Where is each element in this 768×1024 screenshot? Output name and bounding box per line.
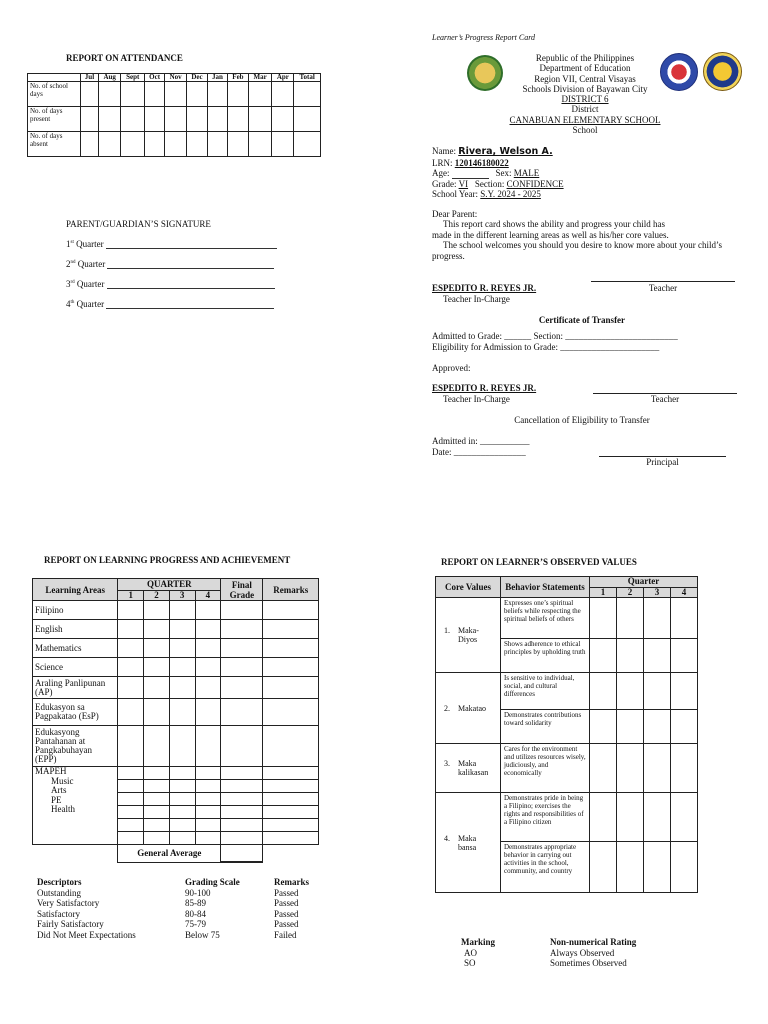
signature-line[interactable] [107, 268, 274, 269]
values-rating-cell[interactable] [644, 639, 671, 673]
values-rating-cell[interactable] [617, 793, 644, 842]
grade-cell[interactable] [144, 832, 170, 845]
school-header: Republic of the Philippines Department of Education Region VII, Central Visayas Schools Division of Bayawan City DISTRICT 6 District CANABUAN ELEMENTARY SCHOOL School [490, 53, 680, 135]
marking-legend: Marking Non-numerical Rating AO Always Observed SO Sometimes Observed [461, 937, 637, 969]
grade-cell[interactable] [263, 793, 319, 806]
grade-cell[interactable] [144, 726, 170, 767]
attendance-cell[interactable] [207, 132, 227, 157]
month-header: Apr [272, 74, 294, 82]
grade-cell[interactable] [263, 601, 319, 620]
grade-cell[interactable] [144, 767, 170, 780]
grading-remark: Passed [274, 898, 299, 909]
progress-title: REPORT ON LEARNING PROGRESS AND ACHIEVEMENT [44, 555, 291, 565]
grade-cell[interactable] [169, 832, 195, 845]
month-header: Sept [121, 74, 145, 82]
grading-row [37, 898, 309, 909]
attendance-corner-cell [28, 74, 81, 82]
grading-row [37, 909, 309, 920]
cancellation-title: Cancellation of Eligibility to Transfer [514, 415, 650, 425]
grade-cell[interactable] [221, 677, 263, 699]
grade-cell[interactable] [195, 806, 221, 819]
learning-area-name: English [33, 620, 118, 639]
attendance-cell[interactable] [272, 82, 294, 107]
behavior-statement: Demonstrates pride in being a Filipino; exercises the rights and responsibilities of a Filipino citizen [501, 793, 590, 842]
approved-label: Approved: [432, 363, 471, 373]
grade-cell[interactable] [118, 677, 144, 699]
grade-cell[interactable] [221, 767, 263, 780]
school-seal-icon [703, 52, 742, 91]
month-header: Jan [207, 74, 227, 82]
spacer-cell [33, 845, 118, 863]
progress-table [32, 578, 319, 863]
general-average-label: General Average [118, 845, 221, 863]
attendance-cell[interactable] [165, 82, 187, 107]
marking-row [461, 948, 636, 959]
grading-scale: 90-100 [185, 887, 211, 898]
grade-cell[interactable] [195, 767, 221, 780]
head-teacher-name: ESPEDITO R. REYES JR. [432, 283, 537, 293]
teacher-signature-line[interactable] [591, 281, 735, 282]
attendance-cell[interactable] [248, 107, 272, 132]
values-rating-cell[interactable] [671, 744, 698, 793]
descriptor: Satisfactory [37, 908, 80, 919]
descriptor: Fairly Satisfactory [37, 919, 104, 930]
values-rating-cell[interactable] [671, 639, 698, 673]
behavior-statements-header: Behavior Statements [501, 577, 590, 598]
mapeh-component: PE [51, 794, 62, 805]
signature-q1[interactable]: 1st Quarter [66, 239, 277, 249]
values-rating-cell[interactable] [644, 842, 671, 893]
quarter-header: QUARTER [118, 579, 221, 591]
grade-cell[interactable] [195, 658, 221, 677]
grading-remark: Passed [274, 919, 299, 930]
attendance-cell[interactable] [145, 82, 165, 107]
attendance-cell[interactable] [187, 132, 208, 157]
behavior-statement: Cares for the environment and utilizes resources wisely, judiciously, and economically [501, 744, 590, 793]
grading-scale: Below 75 [185, 929, 220, 940]
grade-cell[interactable] [118, 699, 144, 726]
learner-info: Name: Rivera, Welson A. LRN: 120146180022 Age: Sex: MALE Grade: VI Section: CONFIDENCE School Year: S.Y. 2024 - 2025 [432, 146, 564, 199]
mapeh-component: Health [51, 804, 75, 814]
values-quarter-header: Quarter [590, 577, 698, 588]
month-header: Feb [228, 74, 249, 82]
grade-cell[interactable] [195, 819, 221, 832]
attendance-table [27, 73, 321, 157]
parent-letter: Dear Parent: This report card shows the ability and progress your child has made in the different learning areas as well as his/her core values. The school welcomes you should you desire to know more about your child’s progress. [432, 209, 722, 261]
values-rating-cell[interactable] [671, 793, 698, 842]
final-grade-header: Final Grade [221, 579, 263, 601]
values-rating-cell[interactable] [590, 710, 617, 744]
attendance-cell[interactable] [98, 107, 120, 132]
grading-scale: 80-84 [185, 908, 206, 919]
attendance-cell[interactable] [165, 107, 187, 132]
grade-cell[interactable] [144, 819, 170, 832]
grade-cell[interactable] [118, 639, 144, 658]
grade-cell[interactable] [195, 699, 221, 726]
attendance-row [28, 82, 321, 107]
attendance-cell[interactable] [165, 132, 187, 157]
grade-cell[interactable] [144, 658, 170, 677]
grade-cell[interactable] [144, 639, 170, 658]
grade-cell[interactable] [221, 699, 263, 726]
attendance-cell[interactable] [228, 107, 249, 132]
signature-q2[interactable]: 2nd Quarter [66, 259, 274, 269]
grading-remark: Failed [274, 929, 297, 940]
descriptor: Very Satisfactory [37, 898, 100, 909]
learner-section: CONFIDENCE [506, 178, 564, 189]
values-row [436, 673, 698, 710]
grade-cell[interactable] [118, 793, 144, 806]
attendance-cell[interactable] [121, 132, 145, 157]
grade-cell[interactable] [263, 819, 319, 832]
values-quarter-number: 1 [590, 587, 617, 598]
attendance-row-label: No. of days present [28, 107, 81, 132]
school-name: CANABUAN ELEMENTARY SCHOOL [509, 114, 661, 125]
attendance-cell[interactable] [228, 132, 249, 157]
mapeh-row [33, 767, 319, 780]
core-value-number: 4. [444, 833, 450, 843]
learning-area-row [33, 601, 319, 620]
grading-scale: 85-89 [185, 898, 206, 909]
values-rating-cell[interactable] [671, 842, 698, 893]
grading-legend: Descriptors Grading Scale Remarks Outstanding 90-100 Passed Very Satisfactory 85-89 Passed Satisfactory 80-84 Passed Fairly Satisfactory 75-79 Passed Did Not Meet Expectations Below 75 Failed [37, 877, 309, 940]
attendance-cell[interactable] [187, 107, 208, 132]
attendance-cell[interactable] [145, 132, 165, 157]
grade-cell[interactable] [118, 832, 144, 845]
grade-cell[interactable] [221, 620, 263, 639]
head-teacher-name-2: ESPEDITO R. REYES JR. [432, 383, 537, 393]
grade-cell[interactable] [195, 677, 221, 699]
grade-cell[interactable] [118, 806, 144, 819]
learning-areas-header: Learning Areas [33, 579, 118, 601]
grading-row [37, 888, 309, 899]
attendance-cell[interactable] [294, 132, 321, 157]
values-rating-cell[interactable] [671, 598, 698, 639]
grade-cell[interactable] [144, 699, 170, 726]
core-value-number: 3. [444, 759, 450, 768]
attendance-row-label: No. of days absent [28, 132, 81, 157]
district-value: DISTRICT 6 [561, 94, 609, 105]
values-rating-cell[interactable] [590, 673, 617, 710]
mapeh-cell [33, 767, 118, 845]
values-row [436, 598, 698, 639]
learning-area-row [33, 726, 319, 767]
grade-cell[interactable] [221, 793, 263, 806]
grade-cell[interactable] [221, 601, 263, 620]
quarter-number: 3 [169, 590, 195, 600]
core-value-wrap [444, 834, 498, 852]
core-value-name: Makatao [458, 703, 486, 713]
attendance-cell[interactable] [272, 132, 294, 157]
grade-cell[interactable] [169, 767, 195, 780]
behavior-statement: Demonstrates appropriate behavior in carrying out activities in the school, community, and country [501, 842, 590, 893]
grade-cell[interactable] [195, 726, 221, 767]
grade-cell[interactable] [263, 780, 319, 793]
grade-cell[interactable] [118, 780, 144, 793]
values-rating-cell[interactable] [671, 710, 698, 744]
month-header: Total [294, 74, 321, 82]
grade-cell[interactable] [263, 639, 319, 658]
attendance-cell[interactable] [228, 82, 249, 107]
grade-cell[interactable] [118, 726, 144, 767]
core-value-wrap [444, 626, 498, 644]
attendance-title: REPORT ON ATTENDANCE [66, 53, 183, 63]
learning-area-row [33, 620, 319, 639]
grade-cell[interactable] [221, 780, 263, 793]
learning-area-name: Edukasyong Pantahanan at Pangkabuhayan (EPP) [33, 726, 118, 767]
grade-cell[interactable] [263, 699, 319, 726]
values-rating-cell[interactable] [617, 639, 644, 673]
grade-cell[interactable] [263, 620, 319, 639]
grading-scale: 75-79 [185, 919, 206, 930]
report-card-tag: Learner’s Progress Report Card [432, 33, 536, 42]
grade-cell[interactable] [221, 726, 263, 767]
marking-row [461, 958, 636, 969]
learner-grade: VI [458, 178, 469, 189]
head-teacher-title: Teacher In-Charge [443, 294, 510, 304]
grade-cell[interactable] [169, 601, 195, 620]
grade-cell[interactable] [263, 658, 319, 677]
admitted-in-field[interactable]: Admitted in: ___________ [432, 436, 530, 446]
grading-remark: Passed [274, 887, 299, 898]
values-rating-cell[interactable] [590, 598, 617, 639]
learning-area-row [33, 699, 319, 726]
month-header: Aug [98, 74, 120, 82]
learning-area-name: Mathematics [33, 639, 118, 658]
signature-line[interactable] [106, 308, 274, 309]
values-rating-cell[interactable] [590, 744, 617, 793]
core-value-cell [436, 793, 501, 893]
marking-meaning: Always Observed [550, 947, 615, 958]
values-rating-cell[interactable] [590, 639, 617, 673]
values-rating-cell[interactable] [617, 598, 644, 639]
grade-cell[interactable] [263, 767, 319, 780]
grade-cell[interactable] [118, 658, 144, 677]
grade-cell[interactable] [263, 726, 319, 767]
attendance-cell[interactable] [98, 82, 120, 107]
core-value-cell [436, 673, 501, 744]
attendance-cell[interactable] [81, 82, 99, 107]
grade-cell[interactable] [263, 677, 319, 699]
quarter-number: 2 [144, 590, 170, 600]
attendance-cell[interactable] [248, 82, 272, 107]
values-rating-cell[interactable] [617, 673, 644, 710]
certificate-transfer-title: Certificate of Transfer [538, 315, 626, 325]
general-average-value[interactable] [221, 845, 263, 863]
attendance-row-label: No. of school days [28, 82, 81, 107]
grade-cell[interactable] [144, 806, 170, 819]
values-rating-cell[interactable] [590, 793, 617, 842]
learning-area-name: Science [33, 658, 118, 677]
school-year: S.Y. 2024 - 2025 [480, 189, 541, 199]
quarter-number: 4 [195, 590, 221, 600]
grade-cell[interactable] [144, 793, 170, 806]
learning-area-row [33, 677, 319, 699]
values-rating-cell[interactable] [590, 842, 617, 893]
attendance-cell[interactable] [121, 107, 145, 132]
grade-cell[interactable] [221, 806, 263, 819]
values-table [435, 576, 698, 893]
values-rating-cell[interactable] [644, 793, 671, 842]
attendance-cell[interactable] [272, 107, 294, 132]
behavior-statement: Demonstrates contributions toward solidarity [501, 710, 590, 744]
grade-cell[interactable] [169, 793, 195, 806]
grade-cell[interactable] [221, 819, 263, 832]
attendance-row [28, 132, 321, 157]
values-quarter-number: 3 [644, 587, 671, 598]
learning-area-name: Edukasyon sa Pagpakatao (EsP) [33, 699, 118, 726]
month-header: Jul [81, 74, 99, 82]
descriptor: Did Not Meet Expectations [37, 929, 136, 940]
core-value-number: 2. [444, 703, 450, 713]
grading-remark: Passed [274, 908, 299, 919]
behavior-statement: Is sensitive to individual, social, and cultural differences [501, 673, 590, 710]
learning-area-row [33, 658, 319, 677]
grade-cell[interactable] [169, 639, 195, 658]
grade-cell[interactable] [263, 806, 319, 819]
grade-cell[interactable] [144, 601, 170, 620]
grade-cell[interactable] [263, 832, 319, 845]
attendance-cell[interactable] [81, 107, 99, 132]
grade-cell[interactable] [195, 832, 221, 845]
attendance-cell[interactable] [207, 82, 227, 107]
grade-cell[interactable] [118, 819, 144, 832]
grade-cell[interactable] [221, 658, 263, 677]
values-rating-cell[interactable] [644, 710, 671, 744]
month-header: Mar [248, 74, 272, 82]
attendance-cell[interactable] [145, 107, 165, 132]
values-rating-cell[interactable] [671, 673, 698, 710]
grade-cell[interactable] [169, 726, 195, 767]
marking-meaning: Sometimes Observed [550, 958, 627, 969]
core-values-header: Core Values [436, 577, 501, 598]
grade-cell[interactable] [169, 658, 195, 677]
core-value-cell [436, 598, 501, 673]
mapeh-component: Music [51, 775, 74, 786]
grade-cell[interactable] [169, 806, 195, 819]
head-teacher-title-2: Teacher In-Charge [443, 394, 510, 404]
grade-cell[interactable] [195, 780, 221, 793]
values-rating-cell[interactable] [644, 673, 671, 710]
core-value-wrap [444, 759, 498, 777]
grade-cell[interactable] [169, 620, 195, 639]
grade-cell[interactable] [144, 677, 170, 699]
values-title: REPORT ON LEARNER’S OBSERVED VALUES [441, 557, 637, 567]
general-average-row [33, 845, 319, 863]
descriptor: Outstanding [37, 887, 81, 898]
date-field[interactable]: Date: ________________ [432, 447, 526, 457]
month-header: Oct [145, 74, 165, 82]
grade-cell[interactable] [195, 601, 221, 620]
marking-code: SO [464, 958, 476, 969]
grade-cell[interactable] [169, 819, 195, 832]
attendance-cell[interactable] [187, 82, 208, 107]
eligibility-field[interactable]: Eligibility for Admission to Grade: ______________________ [432, 342, 660, 352]
values-rating-cell[interactable] [644, 744, 671, 793]
admitted-grade-field[interactable]: Admitted to Grade: ______ Section: _________________________ [432, 331, 678, 341]
grade-cell[interactable] [169, 699, 195, 726]
quarter-number: 1 [118, 590, 144, 600]
grade-cell[interactable] [221, 639, 263, 658]
attendance-cell[interactable] [121, 82, 145, 107]
attendance-row [28, 107, 321, 132]
grade-cell[interactable] [169, 780, 195, 793]
core-value-cell [436, 744, 501, 793]
signature-q3[interactable]: 3rd Quarter [66, 279, 275, 289]
attendance-cell[interactable] [294, 107, 321, 132]
attendance-cell[interactable] [294, 82, 321, 107]
signature-line[interactable] [106, 248, 277, 249]
core-value-name: Maka bansa [458, 833, 477, 852]
grade-cell[interactable] [195, 620, 221, 639]
attendance-cell[interactable] [207, 107, 227, 132]
values-rating-cell[interactable] [617, 710, 644, 744]
values-row [436, 793, 698, 842]
values-row [436, 744, 698, 793]
grading-row [37, 930, 309, 941]
learner-name: Rivera, Welson A. [458, 146, 553, 157]
marking-code: AO [464, 947, 477, 958]
behavior-statement: Shows adherence to ethical principles by upholding truth [501, 639, 590, 673]
learning-area-row [33, 639, 319, 658]
teacher-label-2: Teacher [650, 394, 680, 404]
mapeh-label: MAPEH [35, 766, 67, 776]
learner-lrn: 120146180022 [454, 157, 509, 168]
teacher-label: Teacher [648, 283, 678, 293]
signature-title: PARENT/GUARDIAN’S SIGNATURE [66, 219, 211, 229]
remarks-header: Remarks [263, 579, 319, 601]
values-rating-cell[interactable] [617, 744, 644, 793]
grade-cell[interactable] [118, 767, 144, 780]
grade-cell[interactable] [221, 832, 263, 845]
attendance-cell[interactable] [81, 132, 99, 157]
core-value-name: Maka kalikasan [458, 759, 489, 777]
month-header: Nov [165, 74, 187, 82]
signature-q4[interactable]: 4th Quarter [66, 299, 274, 309]
mapeh-component: Arts [51, 785, 67, 795]
grade-cell[interactable] [118, 601, 144, 620]
grade-cell[interactable] [144, 780, 170, 793]
month-header: Dec [187, 74, 208, 82]
learner-sex: MALE [513, 168, 540, 178]
values-quarter-number: 4 [671, 587, 698, 598]
grade-cell[interactable] [118, 620, 144, 639]
core-value-name: Maka-Diyos [458, 626, 479, 644]
learning-area-name: Filipino [33, 601, 118, 620]
values-quarter-number: 2 [617, 587, 644, 598]
learning-area-name: Araling Panlipunan (AP) [33, 677, 118, 699]
attendance-cell[interactable] [98, 132, 120, 157]
core-value-number: 1. [444, 626, 450, 635]
grading-row [37, 919, 309, 930]
spacer-cell [263, 845, 319, 863]
grade-cell[interactable] [144, 620, 170, 639]
grade-cell[interactable] [169, 677, 195, 699]
behavior-statement: Expresses one’s spiritual beliefs while respecting the spiritual beliefs of others [501, 598, 590, 639]
core-value-wrap [444, 704, 498, 713]
attendance-cell[interactable] [248, 132, 272, 157]
grade-cell[interactable] [195, 793, 221, 806]
signature-line[interactable] [107, 288, 275, 289]
grade-cell[interactable] [195, 639, 221, 658]
values-rating-cell[interactable] [644, 598, 671, 639]
values-rating-cell[interactable] [617, 842, 644, 893]
principal-label: Principal [646, 457, 679, 467]
